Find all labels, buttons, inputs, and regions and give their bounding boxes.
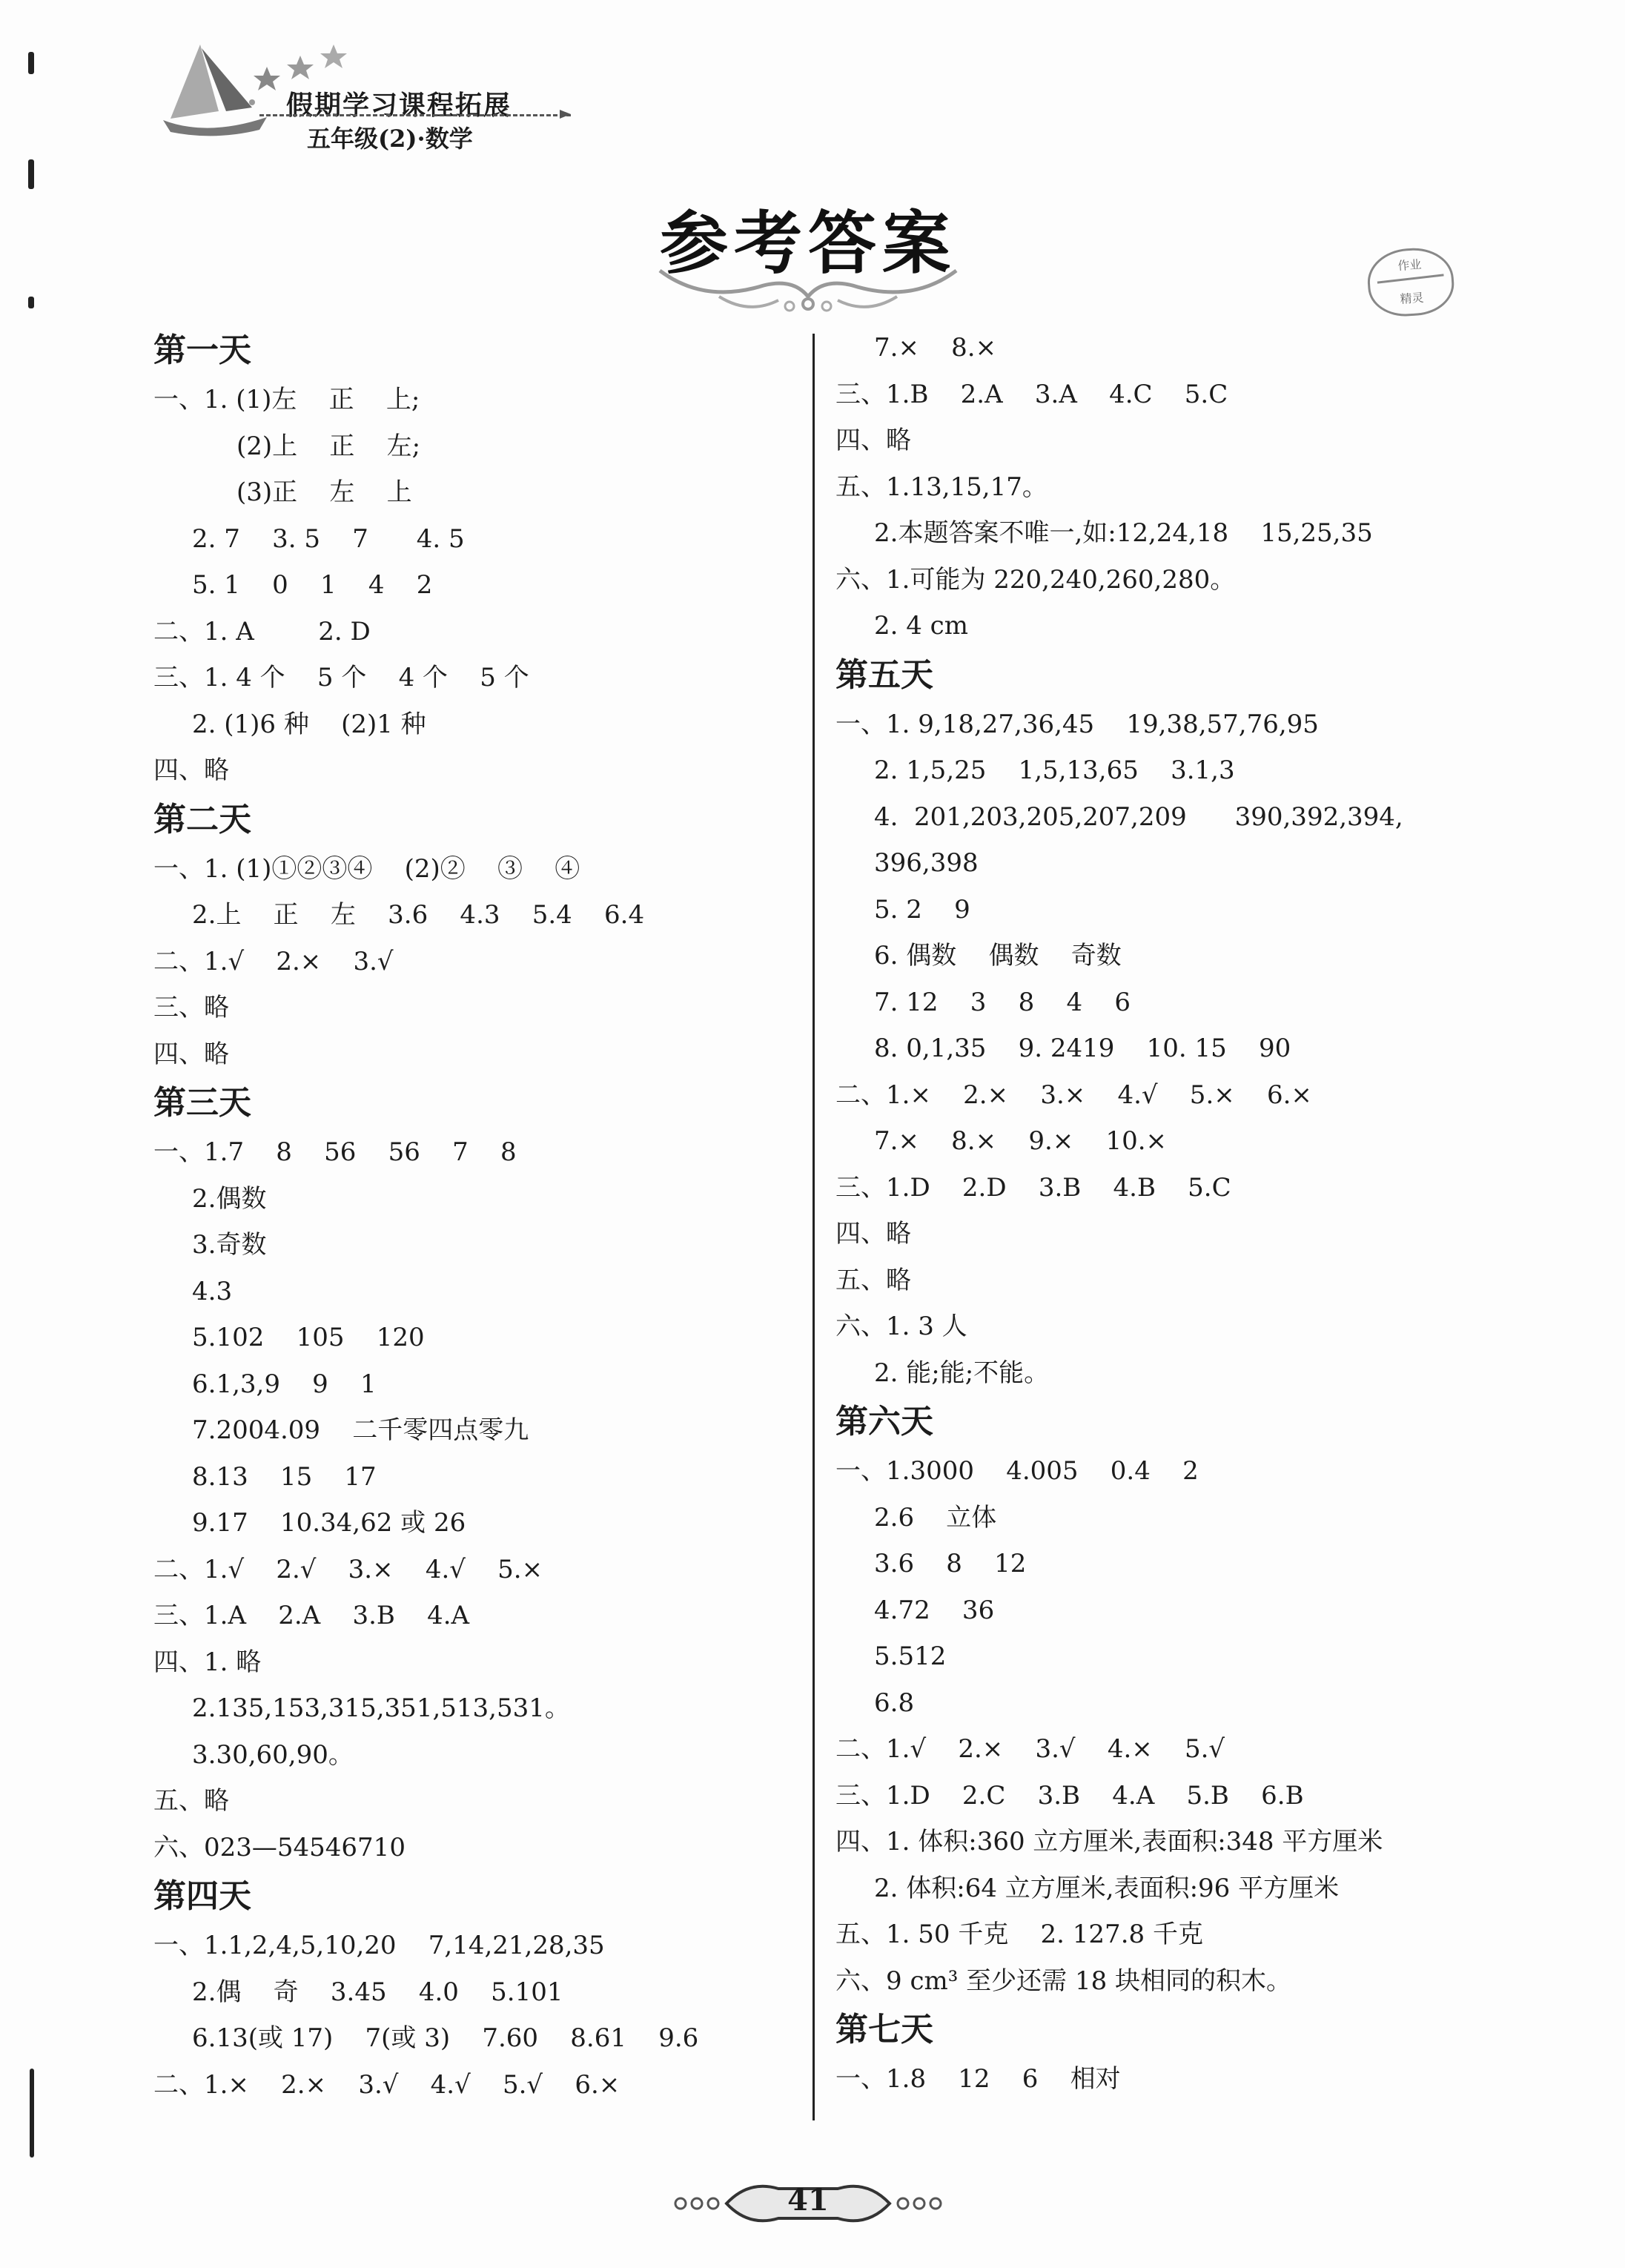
binding-mark: [28, 297, 34, 308]
answer-line: 7.2004.09 二千零四点零九: [192, 1415, 529, 1445]
binding-mark: [28, 159, 34, 189]
answer-line: 8.13 15 17: [192, 1461, 377, 1492]
day-heading: 第七天: [835, 2011, 933, 2049]
answer-line: 6. 偶数 偶数 奇数: [874, 941, 1122, 971]
answer-line: 6.8: [874, 1687, 915, 1718]
day-heading: 第五天: [835, 655, 933, 694]
binding-mark: [28, 52, 34, 74]
answer-line: 7.× 8.×: [874, 333, 997, 363]
answer-line: 2.6 立体: [874, 1502, 997, 1533]
answer-line: 六、1.可能为 220,240,260,280。: [835, 564, 1236, 595]
answer-line: 5. 1 0 1 4 2: [192, 570, 433, 600]
answer-line: 4.3: [192, 1276, 233, 1306]
answer-line: 2. 能;能;不能。: [874, 1358, 1050, 1388]
answer-line: 5. 2 9: [874, 894, 970, 925]
answer-line: 2. (1)6 种 (2)1 种: [192, 709, 426, 739]
day-heading: 第一天: [153, 331, 251, 369]
answer-line: 3.6 8 12: [874, 1549, 1027, 1578]
page-footer: [667, 2172, 949, 2232]
answer-line: 2.本题答案不唯一,如:12,24,18 15,25,35: [874, 518, 1373, 548]
answer-line: 2. 4 cm: [874, 611, 968, 641]
answer-line: 五、略: [153, 1786, 229, 1816]
book-header: [156, 37, 571, 163]
page-number: 41: [787, 2183, 829, 2218]
answer-line: 五、1.13,15,17。: [835, 472, 1048, 502]
answer-column-left: [153, 325, 798, 2108]
answer-line: 六、023—54546710: [153, 1832, 406, 1862]
day-heading: 第六天: [835, 1403, 933, 1441]
answer-line: 2.上 正 左 3.6 4.3 5.4 6.4: [192, 900, 645, 930]
answer-line: 二、1.× 2.× 3.√ 4.√ 5.√ 6.×: [153, 2069, 620, 2100]
binding-mark: [30, 2069, 34, 2158]
answer-line: 3.30,60,90。: [192, 1739, 354, 1770]
answer-line: 四、略: [835, 426, 911, 455]
day-heading: 第四天: [153, 1877, 251, 1915]
answer-line: 3.奇数: [192, 1230, 267, 1260]
book-grade-subject: 五年级(2)·数学: [307, 125, 473, 153]
answer-line: 5.102 105 120: [192, 1323, 425, 1352]
answer-line: 4. 201,203,205,207,209 390,392,394,: [874, 801, 1403, 832]
answer-line: 7.× 8.× 9.× 10.×: [874, 1126, 1168, 1156]
answer-line: 二、1.× 2.× 3.× 4.√ 5.× 6.×: [835, 1080, 1312, 1110]
answer-line: 一、1.7 8 56 56 7 8: [153, 1137, 517, 1167]
answer-line: 6.13(或 17) 7(或 3) 7.60 8.61 9.6: [192, 2023, 699, 2053]
book-series-title: 假期学习课程拓展: [286, 90, 512, 121]
answer-line: 6.1,3,9 9 1: [192, 1369, 377, 1399]
header-divider: [259, 114, 571, 116]
answer-line: 三、略: [153, 993, 229, 1022]
answer-line: 二、1.√ 2.× 3.√ 4.× 5.√: [835, 1734, 1225, 1764]
answer-line: 2.偶数: [192, 1183, 267, 1214]
answer-line: 二、1.√ 2.× 3.√: [153, 946, 394, 976]
answer-line: 四、略: [153, 756, 229, 785]
answer-line: 396,398: [874, 848, 979, 878]
answer-line: 2.135,153,315,351,513,531。: [192, 1693, 570, 1723]
svg-text:精灵: 精灵: [1399, 290, 1425, 307]
svg-text:作业: 作业: [1397, 257, 1423, 274]
answer-line: 2.偶 奇 3.45 4.0 5.101: [192, 1977, 563, 2007]
answer-line: 二、1. A 2. D: [153, 616, 371, 647]
answer-line: 三、1.A 2.A 3.B 4.A: [153, 1601, 470, 1630]
answer-line: 三、1.B 2.A 3.A 4.C 5.C: [835, 379, 1228, 409]
answer-line: 四、略: [153, 1039, 229, 1069]
answer-line: 2. 体积:64 立方厘米,表面积:96 平方厘米: [874, 1873, 1340, 1903]
title-ornament-icon: [645, 263, 971, 315]
answer-line: 二、1.√ 2.√ 3.× 4.√ 5.×: [153, 1554, 543, 1584]
answer-line: 2. 1,5,25 1,5,13,65 3.1,3: [874, 756, 1235, 785]
answer-line: 7. 12 3 8 4 6: [874, 987, 1131, 1017]
answer-line: 六、1. 3 人: [835, 1312, 967, 1341]
answer-line: 五、略: [835, 1265, 911, 1295]
answer-line: 三、1.D 2.C 3.B 4.A 5.B 6.B: [835, 1780, 1304, 1811]
answer-line: (2)上 正 左;: [236, 431, 421, 461]
answer-line: 2. 7 3. 5 7 4. 5: [192, 523, 465, 554]
answer-line: 一、1.1,2,4,5,10,20 7,14,21,28,35: [153, 1931, 605, 1960]
answer-line: 三、1.D 2.D 3.B 4.B 5.C: [835, 1172, 1231, 1203]
answer-line: 四、略: [835, 1219, 911, 1249]
answer-line: 三、1. 4 个 5 个 4 个 5 个: [153, 663, 529, 692]
answer-line: 4.72 36: [874, 1595, 995, 1625]
day-heading: 第三天: [153, 1084, 251, 1122]
watermark-stamp: [1366, 245, 1456, 319]
answer-line: 六、9 cm³ 至少还需 18 块相同的积木。: [835, 1966, 1292, 1996]
page-title: 参考答案: [659, 203, 956, 283]
answer-line: 一、1.3000 4.005 0.4 2: [835, 1456, 1199, 1486]
column-divider: [812, 334, 815, 2120]
answer-line: 5.512: [874, 1642, 947, 1671]
answer-line: 五、1. 50 千克 2. 127.8 千克: [835, 1920, 1203, 1949]
answer-line: (3)正 左 上: [236, 477, 412, 507]
answer-line: 一、1. (1)左 正 上;: [153, 385, 420, 414]
answer-line: 9.17 10.34,62 或 26: [192, 1508, 466, 1538]
answer-line: 一、1. (1)①②③④ (2)② ③ ④: [153, 853, 580, 884]
title-block: [645, 189, 971, 315]
answer-line: 一、1. 9,18,27,36,45 19,38,57,76,95: [835, 709, 1319, 739]
answer-line: 一、1.8 12 6 相对: [835, 2064, 1121, 2094]
answer-column-right: [835, 325, 1577, 2103]
answer-line: 8. 0,1,35 9. 2419 10. 15 90: [874, 1034, 1291, 1063]
answer-line: 四、1. 略: [153, 1647, 262, 1677]
answer-line: 四、1. 体积:360 立方厘米,表面积:348 平方厘米: [835, 1827, 1383, 1857]
day-heading: 第二天: [153, 800, 251, 839]
